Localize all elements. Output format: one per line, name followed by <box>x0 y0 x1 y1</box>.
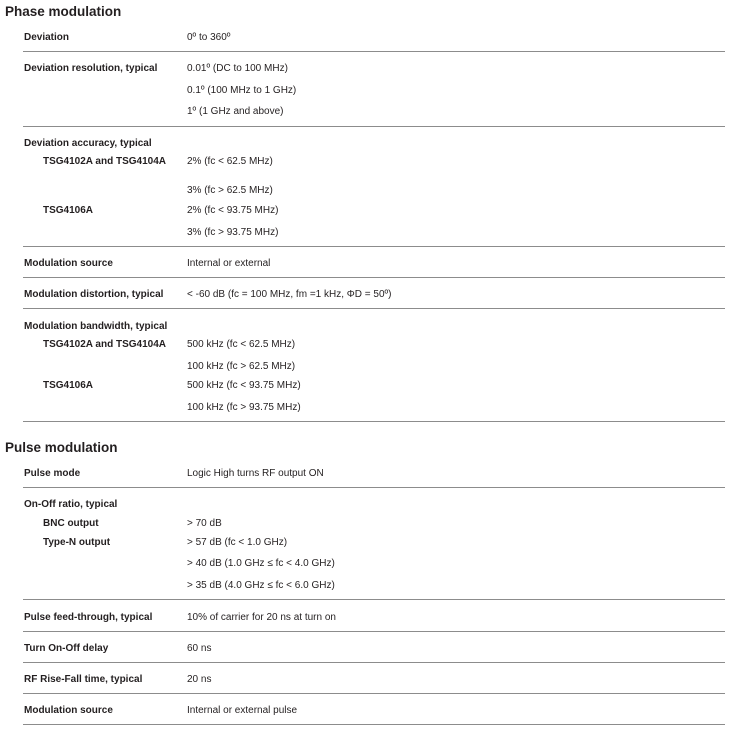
model-label-tsg4106a: TSG4106A <box>43 380 94 391</box>
spec-label-deviation-resolution: Deviation resolution, typical <box>24 63 158 74</box>
spec-label-pulse-modulation-source: Modulation source <box>24 705 113 716</box>
model-label-tsg4106a: TSG4106A <box>43 205 94 216</box>
spec-label-deviation: Deviation <box>24 32 70 43</box>
sub-label-bnc-output: BNC output <box>43 518 99 529</box>
spec-value-type-n-output: > 35 dB (4.0 GHz ≤ fc < 6.0 GHz) <box>187 580 335 591</box>
spec-value-pulse-feedthrough: 10% of carrier for 20 ns at turn on <box>187 612 336 623</box>
spec-label-rise-fall-time: RF Rise-Fall time, typical <box>24 674 143 685</box>
spec-value-modulation-distortion: < -60 dB (fc = 100 MHz, fm =1 kHz, ΦD = 50º) <box>187 289 392 300</box>
row-divider <box>23 631 725 632</box>
row-divider <box>23 126 725 127</box>
row-divider <box>23 724 725 725</box>
spec-value-modulation-bandwidth: 500 kHz (fc < 93.75 MHz) <box>187 380 301 391</box>
spec-label-turn-on-off-delay: Turn On-Off delay <box>24 643 109 654</box>
sub-label-type-n-output: Type-N output <box>43 537 111 548</box>
spec-value-deviation-resolution: 1º (1 GHz and above) <box>187 106 284 117</box>
row-divider <box>23 277 725 278</box>
spec-value-deviation-accuracy: 2% (fc < 93.75 MHz) <box>187 205 279 216</box>
section-title-phase-modulation: Phase modulation <box>5 4 122 19</box>
spec-value-pulse-modulation-source: Internal or external pulse <box>187 705 298 716</box>
row-divider <box>23 246 725 247</box>
row-divider <box>23 662 725 663</box>
spec-value-turn-on-off-delay: 60 ns <box>187 643 212 654</box>
spec-value-pulse-mode: Logic High turns RF output ON <box>187 468 324 479</box>
model-label-tsg4102a-tsg4104a: TSG4102A and TSG4104A <box>43 339 167 350</box>
spec-label-deviation-accuracy: Deviation accuracy, typical <box>24 138 152 149</box>
spec-value-modulation-source: Internal or external <box>187 258 271 269</box>
spec-value-type-n-output: > 57 dB (fc < 1.0 GHz) <box>187 537 288 548</box>
spec-value-deviation-accuracy: 2% (fc < 62.5 MHz) <box>187 156 273 167</box>
section-title-pulse-modulation: Pulse modulation <box>5 440 118 455</box>
model-label-tsg4102a-tsg4104a: TSG4102A and TSG4104A <box>43 156 167 167</box>
spec-value-modulation-bandwidth: 100 kHz (fc > 93.75 MHz) <box>187 402 301 413</box>
spec-label-pulse-feedthrough: Pulse feed-through, typical <box>24 612 153 623</box>
spec-value-bnc-output: > 70 dB <box>187 518 222 529</box>
row-divider <box>23 487 725 488</box>
spec-label-modulation-distortion: Modulation distortion, typical <box>24 289 164 300</box>
spec-value-deviation-resolution: 0.01º (DC to 100 MHz) <box>187 63 288 74</box>
spec-value-deviation-accuracy: 3% (fc > 93.75 MHz) <box>187 227 279 238</box>
spec-label-modulation-source: Modulation source <box>24 258 113 269</box>
spec-value-modulation-bandwidth: 100 kHz (fc > 62.5 MHz) <box>187 361 296 372</box>
spec-label-pulse-mode: Pulse mode <box>24 468 81 479</box>
spec-value-deviation-resolution: 0.1º (100 MHz to 1 GHz) <box>187 85 297 96</box>
row-divider <box>23 308 725 309</box>
spec-value-rise-fall-time: 20 ns <box>187 674 212 685</box>
spec-value-modulation-bandwidth: 500 kHz (fc < 62.5 MHz) <box>187 339 296 350</box>
spec-value-deviation-accuracy: 3% (fc > 62.5 MHz) <box>187 185 273 196</box>
spec-label-on-off-ratio: On-Off ratio, typical <box>24 499 118 510</box>
row-divider <box>23 693 725 694</box>
spec-label-modulation-bandwidth: Modulation bandwidth, typical <box>24 321 168 332</box>
row-divider <box>23 599 725 600</box>
row-divider <box>23 51 725 52</box>
spec-value-deviation: 0º to 360º <box>187 32 231 43</box>
spec-value-type-n-output: > 40 dB (1.0 GHz ≤ fc < 4.0 GHz) <box>187 558 335 569</box>
row-divider <box>23 421 725 422</box>
